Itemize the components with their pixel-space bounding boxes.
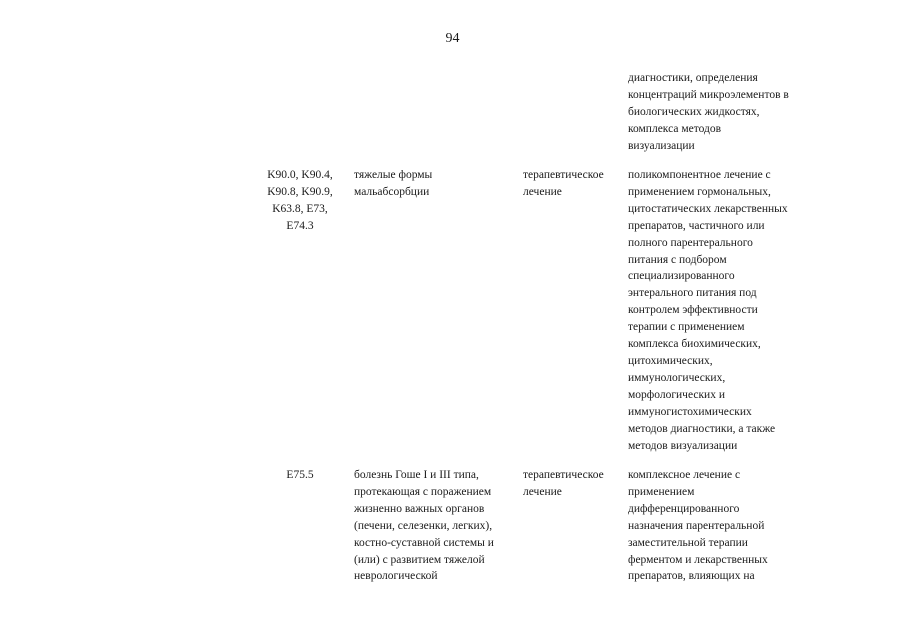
- code-line: K90.0, K90.4,: [267, 169, 333, 181]
- method-line: цитохимических,: [628, 354, 713, 367]
- method-line: применением: [628, 485, 695, 498]
- method-line: морфологических и: [628, 388, 725, 401]
- method-line: дифференцированного: [628, 502, 740, 515]
- method-line: препаратов, влияющих на: [628, 570, 755, 583]
- method-line: визуализации: [628, 139, 695, 152]
- page-number: 94: [445, 31, 460, 46]
- name-line: (печени, селезенки, легких),: [354, 519, 493, 532]
- method-line: ферментом и лекарственных: [628, 553, 768, 566]
- name-line: неврологической: [354, 570, 438, 583]
- code-line: E75.5: [286, 469, 314, 481]
- method-line: иммунологических,: [628, 371, 726, 384]
- method-line: цитостатических лекарственных: [628, 202, 788, 215]
- row-2-name-cell: [354, 467, 516, 585]
- code-line: E74.3: [286, 219, 314, 232]
- row-1-name-cell: [354, 167, 516, 201]
- name-line: болезнь Гоше I и III типа,: [354, 469, 479, 481]
- name-line: костно-суставной системы и: [354, 536, 494, 549]
- method-line: комплекса методов: [628, 122, 722, 135]
- row-2-method-cell: [628, 467, 828, 585]
- method-line: энтерального питания под: [628, 287, 757, 300]
- name-line: мальабсорбции: [354, 185, 430, 198]
- method-line: специализированного: [628, 270, 735, 283]
- method-line: концентраций микроэлементов в: [628, 88, 789, 101]
- type-line: лечение: [523, 485, 562, 498]
- row-1-code-cell: [250, 167, 350, 235]
- code-line: K90.8, K90.9,: [267, 185, 333, 198]
- method-line: питания с подбором: [628, 253, 727, 266]
- method-line: применением гормональных,: [628, 185, 771, 198]
- method-line: биологических жидкостях,: [628, 105, 760, 118]
- row-1-type-cell: [523, 167, 623, 201]
- type-line: терапевтическое: [523, 469, 604, 481]
- method-line: заместительной терапии: [628, 536, 748, 549]
- row-2-code-cell: [250, 467, 350, 484]
- name-line: (или) с развитием тяжелой: [354, 553, 485, 566]
- method-line: методов диагностики, а также: [628, 422, 776, 435]
- name-line: жизненно важных органов: [354, 502, 485, 515]
- method-line: полного парентерального: [628, 236, 753, 249]
- method-line: назначения парентеральной: [628, 519, 765, 532]
- method-line: поликомпонентное лечение с: [628, 169, 771, 181]
- method-line: диагностики, определения: [628, 72, 758, 84]
- method-line: комплексное лечение с: [628, 469, 741, 481]
- method-line: терапии с применением: [628, 321, 745, 334]
- type-line: лечение: [523, 185, 562, 198]
- row-2-type-cell: [523, 467, 623, 501]
- row-1-method-cell: [628, 167, 828, 454]
- method-line: методов визуализации: [628, 439, 738, 452]
- method-line: комплекса биохимических,: [628, 338, 761, 351]
- type-line: терапевтическое: [523, 169, 604, 181]
- name-line: протекающая с поражением: [354, 485, 492, 498]
- method-line: контролем эффективности: [628, 304, 758, 317]
- method-line: препаратов, частичного или: [628, 219, 765, 232]
- code-line: K63.8, E73,: [272, 202, 328, 215]
- name-line: тяжелые формы: [354, 169, 433, 181]
- row-0-method-cell: [628, 70, 828, 155]
- method-line: иммуногистохимических: [628, 405, 752, 418]
